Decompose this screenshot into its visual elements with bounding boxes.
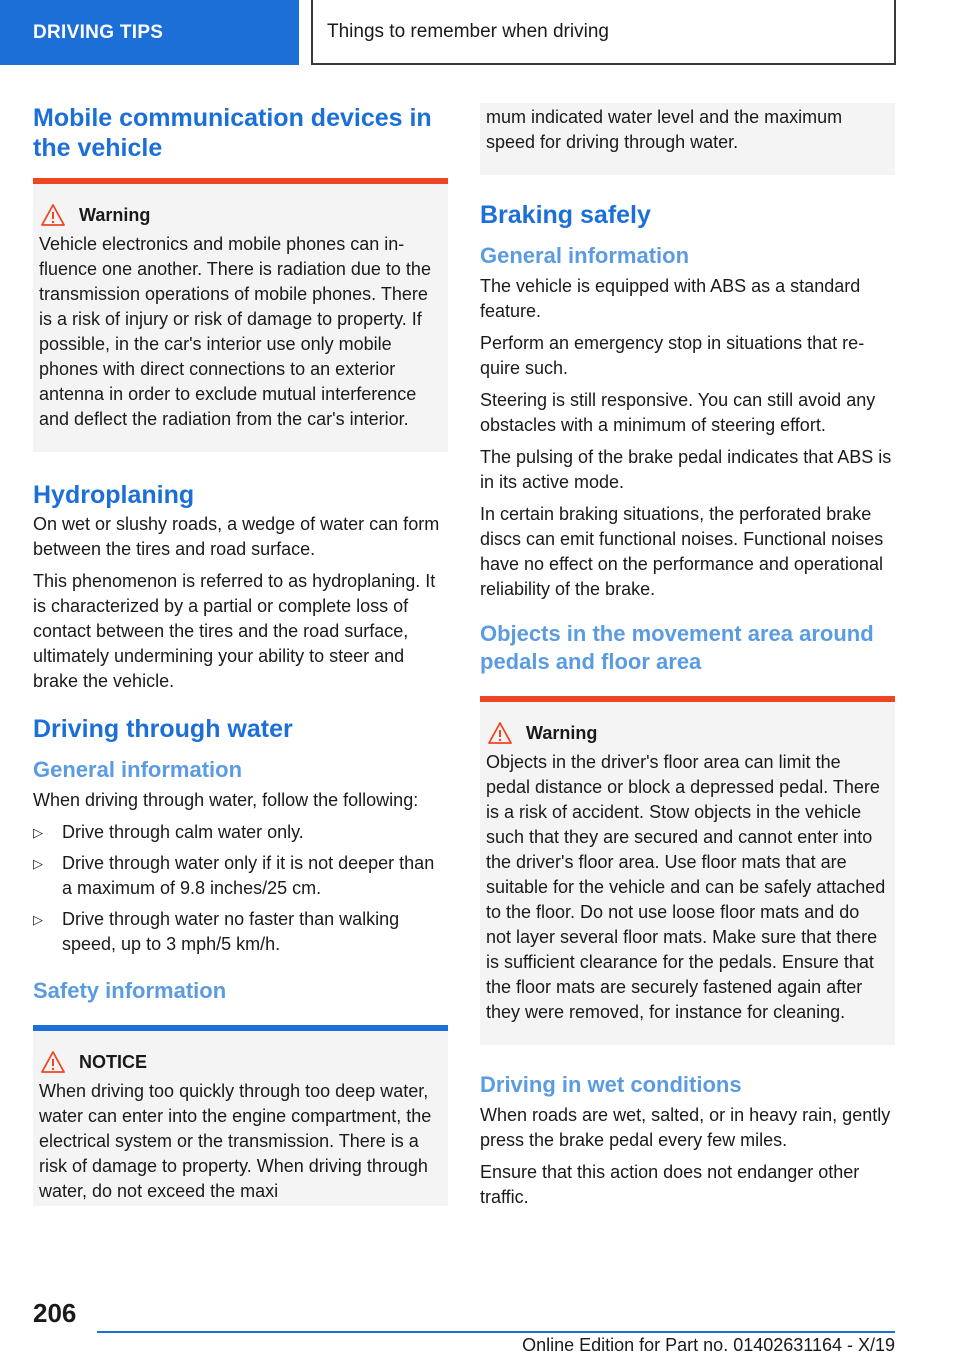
warning-label: Warning (526, 722, 598, 743)
mobile-warning-text: Vehicle electronics and mobile phones can influence one another. There is radiation due to the transmission operations of mobile phones. There is a risk of injury or risk of damage to property. If possible, in the car's interior use only mobile phones with direct connections to an exterior antenna in order to exclude mutual interference and deflect the radiation from the car's interior. (39, 234, 431, 429)
edition-label: Online Edition for Part no. 01402631164 - X/19 (522, 1335, 895, 1355)
wet-conditions-title: Driving in wet conditions (480, 1072, 742, 1097)
list-item-text: Drive through water no faster than walking speed, up to 3 mph/5 km/h. (62, 909, 400, 954)
list-item (33, 820, 448, 845)
driving-through-water-title: Driving through water (33, 715, 293, 743)
notice-label: NOTICE (79, 1051, 148, 1072)
mobile-devices-title: Mobile communication devices in the vehicle (33, 104, 432, 162)
objects-warning-header (486, 722, 889, 744)
braking-paragraph: Steering is still responsive. You can still avoid any obstacles with a minimum of steering effort. (480, 390, 876, 435)
footer-divider (97, 1331, 895, 1333)
triangle-bullet-icon: ▷ (33, 856, 43, 871)
right-column (480, 103, 895, 1217)
wet-conditions-paragraph-1: When roads are wet, salted, or in heavy rain, gently press the brake pedal every few miles. (480, 1105, 891, 1150)
list-item-text: Drive through water only if it is not deeper than a maximum of 9.8 inches/25 cm. (62, 853, 435, 898)
hydroplaning-title: Hydroplaning (33, 481, 195, 509)
water-bullet-list (33, 820, 448, 957)
braking-paragraph: The pulsing of the brake pedal indicates that ABS is in its active mode. (480, 447, 892, 492)
left-column (33, 103, 448, 1206)
objects-warning-text: Objects in the driver's floor area can limit the pedal distance or block a depressed pedal. There is a risk of accident. Stow objects in the vehicle such that they are secured and cannot enter into the driver's floor area. Use floor mats that are suitable for the vehicle and can be safely attached to the floor. Do not use loose floor mats and do not layer several floor mats. Make sure that there is sufficient clearance for the pedals. Ensure that the floor mats are securely fastened again after they were removed, for instance for cleaning. (486, 752, 886, 1022)
water-general-info-title: General information (33, 757, 243, 782)
safety-info-title: Safety information (33, 978, 227, 1003)
water-general-intro: When driving through water, follow the following: (33, 790, 419, 810)
warning-triangle-icon (41, 204, 65, 226)
list-item-text: Drive through calm water only. (62, 822, 304, 842)
hydroplaning-paragraph-1: On wet or slushy roads, a wedge of water can form between the tires and road surface. (33, 514, 440, 559)
notice-header (39, 1051, 442, 1073)
page-number: 206 (33, 1298, 77, 1328)
list-item (33, 851, 448, 901)
mobile-warning-box (33, 178, 448, 452)
notice-text: When driving too quickly through too deep water, water can enter into the engine compartment, the electrical system or the transmission. There is a risk of damage to property. When driving through water, do not exceed the maxi (39, 1081, 432, 1201)
triangle-bullet-icon: ▷ (33, 825, 43, 840)
mobile-warning-header (39, 204, 442, 226)
warning-triangle-icon (41, 1051, 65, 1073)
warning-label: Warning (79, 204, 151, 225)
header-topic-label: Things to remember when driving (311, 0, 896, 65)
wet-conditions-paragraph-2: Ensure that this action does not endanger other traffic. (480, 1162, 860, 1207)
notice-continuation-text: mum indicated water level and the maximum speed for driving through water. (486, 107, 843, 152)
objects-warning-box (480, 696, 895, 1045)
triangle-bullet-icon: ▷ (33, 912, 43, 927)
warning-triangle-icon (488, 722, 512, 744)
braking-paragraph: Perform an emergency stop in situations that require such. (480, 333, 865, 378)
notice-continuation-box (480, 103, 895, 175)
braking-safely-title: Braking safely (480, 201, 651, 229)
header-section-label: DRIVING TIPS (0, 0, 299, 65)
hydroplaning-paragraph-2: This phenomenon is referred to as hydroplaning. It is characterized by a partial or complete loss of contact between the tires and the road surface, ultimately undermining your ability to steer and brake the vehicle. (33, 571, 436, 691)
objects-movement-area-title: Objects in the movement area around pedals and floor area (480, 621, 874, 674)
braking-general-info-title: General information (480, 243, 690, 268)
braking-paragraph: The vehicle is equipped with ABS as a standard feature. (480, 276, 861, 321)
notice-box (33, 1025, 448, 1206)
list-item (33, 907, 448, 957)
braking-paragraph: In certain braking situations, the perforated brake discs can emit functional noises. Functional noises have no effect on the performance and operational reliability of the brake. (480, 504, 884, 599)
